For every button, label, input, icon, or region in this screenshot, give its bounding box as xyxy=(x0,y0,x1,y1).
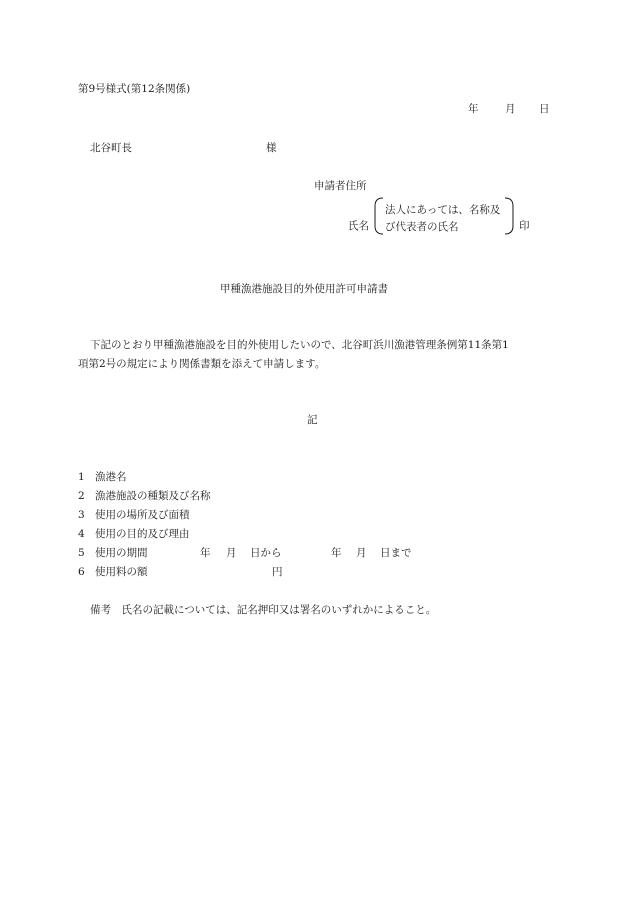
name-note-line-2: び代表者の氏名 xyxy=(385,221,459,233)
item-label-period: 使用の期間 xyxy=(95,547,148,559)
name-note-line-1: 法人にあっては、名称及 xyxy=(385,204,501,216)
right-bracket xyxy=(505,198,513,234)
body-text-line-2: 項第2号の規定により関係書類を添えて申請します。 xyxy=(78,358,326,370)
item-label-place-area: 使用の場所及び面積 xyxy=(95,509,190,521)
period-start-year: 年 xyxy=(200,547,211,559)
applicant-name-label: 氏名 xyxy=(348,220,369,232)
addressee-honorific: 様 xyxy=(266,142,277,154)
item-label-purpose: 使用の目的及び理由 xyxy=(95,528,190,540)
ki-heading: 記 xyxy=(307,414,318,426)
date-day-label: 日 xyxy=(539,103,550,115)
date-month-label: 月 xyxy=(505,103,516,115)
period-end-year: 年 xyxy=(331,547,342,559)
period-start-month: 月 xyxy=(226,547,237,559)
remarks-note: 備考 氏名の記載については、記名押印又は署名のいずれかによること。 xyxy=(90,604,437,616)
body-text-line-1: 下記のとおり甲種漁港施設を目的外使用したいので、北谷町浜川漁港管理条例第11条第1 xyxy=(90,339,509,351)
item-number: 2 xyxy=(78,490,85,502)
item-number: 5 xyxy=(78,547,85,559)
document-title: 甲種漁港施設目的外使用許可申請書 xyxy=(220,283,388,295)
item-number: 6 xyxy=(78,566,85,578)
period-end-day: 日まで xyxy=(380,547,412,559)
item-label-fee: 使用料の額 xyxy=(95,566,148,578)
left-bracket xyxy=(375,198,383,234)
fee-unit: 円 xyxy=(272,566,283,578)
item-number: 3 xyxy=(78,509,85,521)
item-label-facility-type: 漁港施設の種類及び名称 xyxy=(95,490,211,502)
period-start-day: 日から xyxy=(250,547,282,559)
item-label-port-name: 漁港名 xyxy=(95,471,127,483)
item-number: 1 xyxy=(78,471,85,483)
period-end-month: 月 xyxy=(356,547,367,559)
addressee-mayor: 北谷町長 xyxy=(90,142,132,154)
date-year-label: 年 xyxy=(468,103,479,115)
form-number: 第9号様式(第12条関係) xyxy=(78,83,191,95)
item-number: 4 xyxy=(78,528,85,540)
seal-mark: 印 xyxy=(519,220,530,232)
applicant-address-label: 申請者住所 xyxy=(314,180,367,192)
